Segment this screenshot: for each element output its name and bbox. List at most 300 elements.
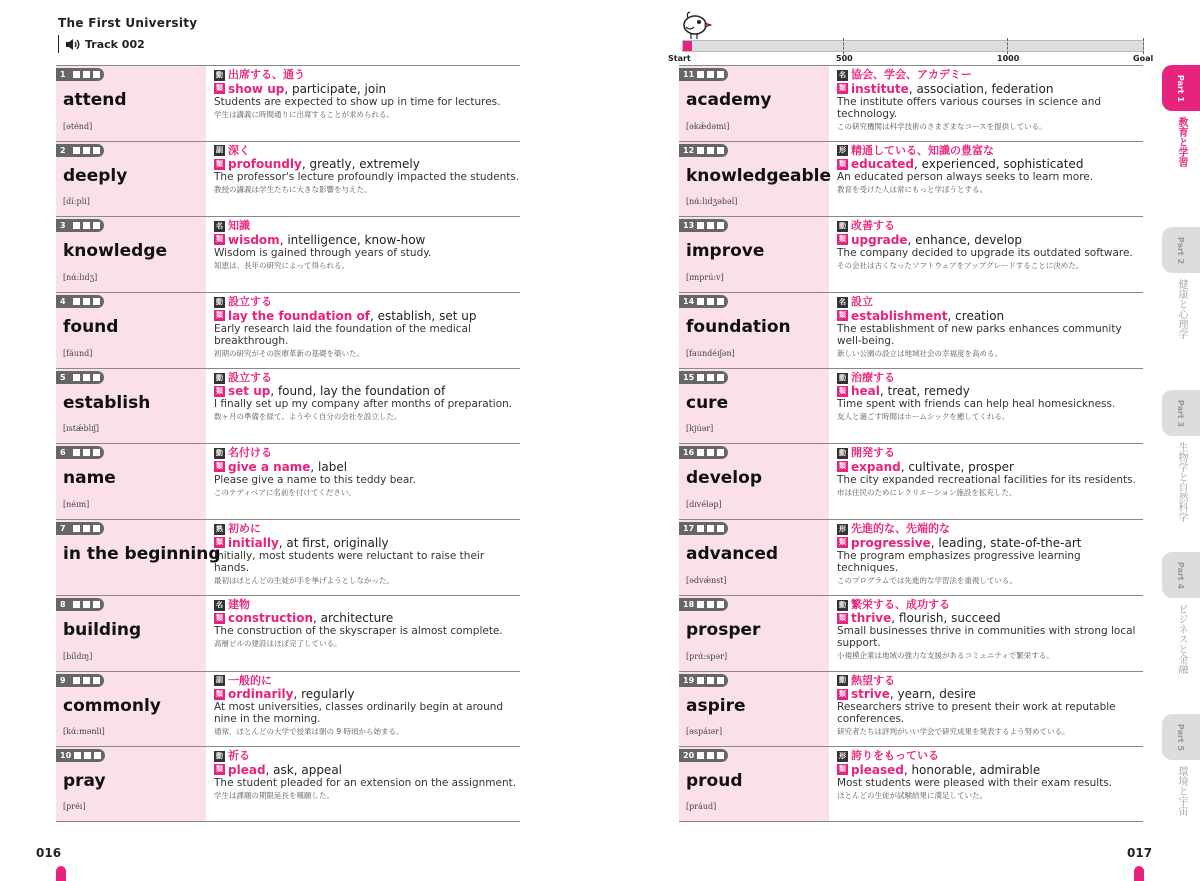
- japanese-meaning: 設立する: [228, 370, 272, 384]
- checkbox-3[interactable]: [717, 222, 724, 229]
- japanese-meaning: 出席する、通う: [228, 68, 305, 81]
- word-panel: [56, 293, 206, 368]
- part-of-speech-badge: 動: [216, 449, 223, 458]
- checkbox-2[interactable]: [707, 601, 714, 608]
- checkbox-2[interactable]: [83, 677, 90, 684]
- checkbox-1[interactable]: [74, 752, 81, 759]
- checkbox-1[interactable]: [73, 147, 80, 154]
- example-sentence: At most universities, classes ordinarily begin at around nine in the morning.: [214, 701, 504, 725]
- meaning-line: [837, 675, 1143, 688]
- tab-part-3[interactable]: [1162, 390, 1200, 522]
- synonym-others: , architecture: [313, 611, 394, 626]
- example-translation: 高層ビルの建設はほぼ完了している。: [214, 639, 342, 649]
- part-of-speech-badge: 動: [839, 676, 846, 685]
- vocab-entry: [56, 216, 520, 292]
- synonym-keyword: plead: [228, 762, 266, 777]
- japanese-meaning: 繁栄する、成功する: [851, 597, 950, 611]
- tab-part-4[interactable]: [1162, 552, 1200, 674]
- entry-number-tag: [56, 749, 105, 762]
- checkbox-3[interactable]: [93, 601, 100, 608]
- page-header: [58, 16, 197, 53]
- entry-number-tag: [679, 219, 728, 232]
- example-sentence: The student pleaded for an extension on the assignment.: [214, 776, 517, 789]
- label-start: Start: [668, 54, 691, 63]
- definition-panel: [829, 66, 1143, 141]
- pronunciation: [fáund]: [63, 348, 93, 358]
- synonym-others: , experienced, sophisticated: [913, 157, 1084, 172]
- definition-panel: [206, 66, 520, 141]
- pronunciation: [ɪmprú:v]: [686, 273, 724, 283]
- synonym-keyword: institute: [851, 81, 909, 96]
- part-of-speech-badge: 形: [839, 146, 846, 155]
- vocab-entry: [56, 595, 520, 671]
- entry-number-tag: [56, 144, 104, 157]
- pronunciation: [faundéɪʃən]: [686, 348, 735, 358]
- headword: proud: [686, 771, 743, 792]
- checkbox-1[interactable]: [697, 601, 704, 608]
- example-translation: 教育を受けた人は常にもっと学ぼうとする。: [837, 185, 987, 195]
- synonym-badge: 類: [216, 159, 223, 168]
- part-of-speech-badge: 形: [839, 751, 846, 760]
- example-translation: 友人と過ごす時間はホームシックを癒してくれる。: [837, 412, 1010, 422]
- checkbox-1[interactable]: [697, 449, 704, 456]
- example-translation: 研究者たちは評判がいい学会で研究成果を発表するよう努めている。: [837, 727, 1070, 736]
- entry-number: 18: [683, 599, 695, 609]
- label-500: 500: [836, 54, 853, 63]
- example-sentence: Small businesses thrive in communities with strong local support.: [837, 625, 1136, 650]
- checkbox-1[interactable]: [73, 677, 80, 684]
- checkbox-2[interactable]: [707, 677, 714, 684]
- synonym-line: [837, 309, 1143, 323]
- vocab-entry: [679, 443, 1143, 519]
- synonym-others: , ask, appeal: [265, 762, 343, 777]
- checkbox-3[interactable]: [717, 677, 724, 684]
- entry-number-tag: [679, 446, 728, 459]
- example-translation: このテディベアに名前を付けてください。: [214, 487, 356, 497]
- definition-panel: [829, 369, 1143, 444]
- synonym-badge: 類: [839, 84, 846, 92]
- example-translation: 初期の研究がその医療革新の基礎を築いた。: [214, 348, 364, 358]
- part-of-speech-badge: 名: [216, 222, 223, 231]
- tab-pill: [1162, 390, 1200, 436]
- tab-title: 環境と宇宙: [1176, 766, 1187, 816]
- checkbox-1[interactable]: [697, 71, 704, 78]
- headword: name: [63, 468, 116, 489]
- checkbox-3[interactable]: [93, 298, 100, 305]
- synonym-line: [214, 384, 520, 398]
- synonym-badge: 類: [216, 538, 223, 547]
- university-title: The First University: [58, 16, 198, 30]
- synonym-others: , participate, join: [284, 81, 387, 96]
- synonym-others: , intelligence, know-how: [279, 232, 426, 247]
- meaning-line: [214, 372, 520, 385]
- entry-number-tag: [56, 598, 104, 611]
- word-panel: [56, 142, 206, 217]
- example-sentence: Time spent with friends can help heal homesickness.: [837, 398, 1116, 411]
- meaning-line: [837, 523, 1143, 536]
- entry-number: 15: [683, 372, 695, 382]
- part-of-speech-badge: 名: [839, 297, 846, 306]
- meaning-line: [837, 447, 1143, 460]
- synonym-others: , honorable, admirable: [903, 762, 1041, 777]
- example-translation: ほとんどの生徒が試験結果に満足していた。: [837, 790, 987, 800]
- definition-panel: [829, 747, 1143, 821]
- synonym-others: , at first, originally: [278, 535, 389, 550]
- example-translation: 市は住民のためにレクリエーション施設を拡充した。: [837, 487, 1017, 497]
- example-translation: 最初はほとんどの生徒が手を挙げようとしなかった。: [214, 575, 394, 585]
- vocab-entry: [679, 595, 1143, 671]
- synonym-others: , label: [310, 459, 348, 474]
- synonym-badge: 類: [839, 462, 846, 471]
- checkbox-3[interactable]: [93, 525, 100, 532]
- example-translation: 学生は講義に時間通りに出席することが求められる。: [214, 109, 394, 119]
- definition-panel: [206, 217, 520, 292]
- part-of-speech-badge: 形: [839, 524, 846, 533]
- pronunciation: [bíldɪŋ]: [63, 651, 93, 661]
- entry-number-tag: [56, 219, 104, 232]
- japanese-meaning: 開発する: [851, 446, 895, 460]
- synonym-badge: 類: [216, 84, 223, 92]
- synonym-line: [837, 82, 1143, 96]
- example-sentence: An educated person always seeks to learn more.: [837, 171, 1094, 184]
- meaning-line: [837, 220, 1143, 233]
- checkbox-2[interactable]: [84, 752, 91, 759]
- bird-mascot-icon: [678, 10, 712, 40]
- entry-number-tag: [679, 144, 728, 157]
- synonym-badge: 類: [216, 462, 223, 471]
- checkbox-2[interactable]: [83, 71, 90, 78]
- word-panel: [56, 217, 206, 292]
- definition-panel: [829, 142, 1143, 217]
- japanese-meaning: 祈る: [228, 749, 250, 763]
- synonym-badge: 類: [839, 765, 846, 774]
- synonym-badge: 類: [216, 235, 223, 244]
- headword: develop: [686, 468, 762, 489]
- vocab-entry: [56, 671, 520, 747]
- synonym-line: [214, 233, 520, 247]
- tick-500: [843, 38, 844, 54]
- checkbox-3[interactable]: [717, 71, 724, 78]
- synonym-keyword: give a name: [228, 459, 311, 474]
- tab-pill: [1162, 65, 1200, 111]
- example-translation: この研究機関は科学技術のさまざまなコースを提供している。: [837, 121, 1047, 131]
- progress-tracker: [668, 10, 1158, 66]
- definition-panel: [829, 520, 1143, 595]
- japanese-meaning: 治療する: [851, 370, 895, 384]
- synonym-line: [837, 687, 1143, 701]
- synonym-others: , treat, remedy: [879, 384, 970, 399]
- checkbox-2[interactable]: [707, 752, 714, 759]
- checkbox-3[interactable]: [93, 374, 100, 381]
- vocab-entry: [56, 141, 520, 217]
- checkbox-3[interactable]: [94, 752, 101, 759]
- entry-number: 7: [60, 524, 66, 534]
- example-translation: 新しい公園の設立は地域社会の幸福度を高める。: [837, 348, 1002, 358]
- synonym-line: [214, 157, 520, 171]
- checkbox-3[interactable]: [717, 449, 724, 456]
- synonym-others: , creation: [947, 308, 1005, 323]
- synonym-keyword: construction: [228, 611, 313, 626]
- entry-number: 19: [683, 675, 695, 685]
- headword: attend: [63, 90, 127, 110]
- checkbox-3[interactable]: [717, 374, 724, 381]
- audio-track[interactable]: [58, 35, 197, 53]
- synonym-badge: 類: [839, 538, 846, 547]
- tab-title: ビジネスと金融: [1176, 604, 1187, 674]
- tab-pill: [1162, 552, 1200, 598]
- japanese-meaning: 精通している、知識の豊富な: [851, 143, 994, 157]
- example-sentence: Students are expected to show up in time for lectures.: [214, 95, 501, 108]
- entry-number: 9: [60, 675, 66, 685]
- definition-panel: [829, 217, 1143, 292]
- example-sentence: The program emphasizes progressive learning techniques.: [837, 549, 1081, 574]
- meaning-line: [214, 69, 520, 82]
- headword: advanced: [686, 544, 779, 565]
- entry-number-tag: [56, 522, 104, 535]
- synonym-keyword: profoundly: [228, 157, 302, 172]
- checkbox-3[interactable]: [93, 222, 100, 229]
- definition-panel: [829, 672, 1143, 747]
- page-marker-left: [56, 866, 66, 881]
- vocab-entry: [679, 141, 1143, 217]
- tab-part-label: Part 5: [1176, 723, 1186, 751]
- synonym-keyword: set up: [228, 384, 271, 399]
- checkbox-3[interactable]: [717, 525, 724, 532]
- checkbox-1[interactable]: [73, 374, 80, 381]
- synonym-badge: 類: [839, 386, 846, 395]
- entry-number: 1: [60, 70, 66, 79]
- pronunciation: [prά:spər]: [686, 651, 728, 661]
- checkbox-2[interactable]: [707, 147, 714, 154]
- checkbox-2[interactable]: [83, 449, 90, 456]
- entry-number: 2: [60, 145, 66, 155]
- part-of-speech-badge: 動: [839, 222, 846, 231]
- synonym-keyword: show up: [228, 81, 285, 96]
- word-panel: [679, 520, 829, 595]
- checkbox-1[interactable]: [697, 752, 704, 759]
- word-panel: [679, 444, 829, 519]
- definition-panel: [829, 596, 1143, 671]
- vocab-entry: [679, 519, 1143, 595]
- headword: knowledge: [63, 241, 168, 262]
- checkbox-2[interactable]: [83, 525, 90, 532]
- synonym-badge: 類: [216, 765, 223, 774]
- meaning-line: [214, 296, 520, 309]
- synonym-line: [837, 384, 1143, 398]
- part-of-speech-badge: 副: [216, 146, 223, 155]
- vocab-entry: [679, 671, 1143, 747]
- vocab-entry: [679, 746, 1143, 822]
- entry-number-tag: [56, 371, 104, 384]
- checkbox-2[interactable]: [707, 222, 714, 229]
- checkbox-2[interactable]: [83, 222, 90, 229]
- synonym-line: [837, 536, 1143, 550]
- checkbox-2[interactable]: [707, 449, 714, 456]
- checkbox-3[interactable]: [717, 298, 724, 305]
- tab-pill: [1162, 227, 1200, 273]
- meaning-line: [837, 750, 1143, 763]
- synonym-others: , cultivate, prosper: [900, 459, 1014, 474]
- checkbox-1[interactable]: [697, 147, 704, 154]
- definition-panel: [829, 444, 1143, 519]
- meaning-line: [214, 750, 520, 763]
- checkbox-2[interactable]: [707, 71, 714, 78]
- checkbox-1[interactable]: [697, 677, 704, 684]
- synonym-line: [214, 611, 520, 625]
- synonym-line: [214, 763, 520, 777]
- checkbox-2[interactable]: [707, 525, 714, 532]
- checkbox-1[interactable]: [697, 298, 704, 305]
- entry-number: 11: [683, 70, 695, 79]
- pronunciation: [ədvǽnst]: [686, 575, 727, 585]
- checkbox-1[interactable]: [73, 298, 80, 305]
- definition-panel: [206, 672, 520, 747]
- synonym-badge: 類: [839, 311, 846, 320]
- meaning-line: [214, 145, 520, 158]
- vocab-entry: [56, 292, 520, 368]
- tick-1000: [1007, 38, 1008, 54]
- checkbox-2[interactable]: [707, 298, 714, 305]
- synonym-others: , greatly, extremely: [301, 157, 420, 172]
- headword: deeply: [63, 165, 128, 186]
- meaning-line: [214, 447, 520, 460]
- vocab-entry: [679, 368, 1143, 444]
- checkbox-1[interactable]: [73, 449, 80, 456]
- synonym-line: [837, 611, 1143, 625]
- japanese-meaning: 深く: [228, 143, 250, 157]
- checkbox-2[interactable]: [83, 374, 90, 381]
- synonym-others: , yearn, desire: [889, 687, 976, 701]
- meaning-line: [837, 599, 1143, 612]
- tab-part-1[interactable]: [1162, 65, 1200, 167]
- synonym-line: [214, 687, 520, 701]
- checkbox-3[interactable]: [717, 752, 724, 759]
- japanese-meaning: 建物: [228, 597, 250, 611]
- vocab-entry: [679, 216, 1143, 292]
- checkbox-1[interactable]: [73, 71, 80, 78]
- word-panel: [56, 520, 221, 595]
- definition-panel: [206, 520, 520, 595]
- tab-part-2[interactable]: [1162, 227, 1200, 339]
- example-sentence: The city expanded recreational facilities for its residents.: [837, 473, 1136, 486]
- meaning-line: [837, 145, 1143, 158]
- progress-fill: [683, 41, 692, 51]
- checkbox-3[interactable]: [717, 147, 724, 154]
- synonym-badge: 類: [839, 235, 846, 244]
- synonym-badge: 類: [216, 613, 223, 622]
- meaning-line: [214, 523, 520, 536]
- tab-part-5[interactable]: [1162, 714, 1200, 816]
- synonym-line: [214, 460, 520, 474]
- word-panel: [56, 66, 206, 141]
- synonym-line: [837, 157, 1143, 171]
- synonym-line: [837, 233, 1143, 247]
- pronunciation: [əténd]: [63, 121, 93, 131]
- synonym-badge: 類: [216, 689, 223, 698]
- page-number-right: 017: [1127, 846, 1153, 860]
- vocab-entry: [679, 292, 1143, 368]
- part-of-speech-badge: 副: [216, 676, 223, 685]
- pronunciation: [néɪm]: [63, 500, 90, 510]
- synonym-badge: 類: [216, 386, 223, 395]
- tab-title: 教育と学習: [1176, 117, 1187, 167]
- checkbox-1[interactable]: [73, 222, 80, 229]
- headword: building: [63, 619, 142, 640]
- meaning-line: [214, 599, 520, 612]
- entry-number: 5: [60, 372, 66, 382]
- checkbox-2[interactable]: [83, 298, 90, 305]
- pronunciation: [ɪstǽblɪʃ]: [63, 424, 100, 434]
- entry-number-tag: [679, 295, 728, 308]
- japanese-meaning: 熱望する: [851, 673, 895, 687]
- checkbox-3[interactable]: [93, 71, 100, 78]
- entry-number-tag: [56, 674, 104, 687]
- checkbox-1[interactable]: [697, 525, 704, 532]
- checkbox-3[interactable]: [717, 601, 724, 608]
- checkbox-1[interactable]: [697, 374, 704, 381]
- checkbox-3[interactable]: [93, 677, 100, 684]
- synonym-badge: 類: [216, 311, 223, 320]
- checkbox-3[interactable]: [93, 449, 100, 456]
- example-sentence: The construction of the skyscraper is almost complete.: [214, 625, 503, 638]
- meaning-line: [214, 220, 520, 233]
- word-panel: [679, 747, 829, 821]
- meaning-line: [837, 372, 1143, 385]
- definition-panel: [206, 747, 520, 821]
- synonym-others: , association, federation: [908, 81, 1054, 96]
- word-panel: [679, 293, 829, 368]
- definition-panel: [829, 293, 1143, 368]
- word-panel: [679, 596, 829, 671]
- tab-part-label: Part 2: [1176, 236, 1186, 264]
- headword: cure: [686, 392, 729, 413]
- track-label: Track 002: [85, 37, 145, 51]
- page-marker-right: [1134, 866, 1144, 881]
- synonym-line: [214, 309, 520, 323]
- example-translation: 学生は課題の期限延長を嘆願した。: [214, 790, 334, 800]
- part-of-speech-badge: 動: [216, 373, 223, 382]
- entry-number-tag: [679, 68, 728, 81]
- checkbox-1[interactable]: [73, 601, 80, 608]
- meaning-line: [837, 69, 1143, 82]
- pronunciation: [dí:pli]: [63, 197, 90, 207]
- label-1000: 1000: [997, 54, 1020, 63]
- entry-number-tag: [56, 446, 104, 459]
- checkbox-2[interactable]: [83, 601, 90, 608]
- synonym-keyword: pleased: [851, 762, 904, 777]
- word-panel: [56, 672, 206, 747]
- synonym-keyword: progressive: [851, 535, 931, 550]
- example-sentence: The institute offers various courses in science and technology.: [837, 95, 1102, 120]
- checkbox-3[interactable]: [93, 147, 100, 154]
- checkbox-2[interactable]: [707, 374, 714, 381]
- vocab-entry: [56, 746, 520, 822]
- japanese-meaning: 名付ける: [228, 446, 272, 460]
- speaker-icon: [65, 38, 81, 51]
- checkbox-1[interactable]: [697, 222, 704, 229]
- synonym-others: , found, lay the foundation of: [270, 384, 446, 399]
- synonym-others: , establish, set up: [369, 308, 477, 323]
- tab-part-label: Part 3: [1176, 399, 1186, 427]
- tab-title: 生物学と自然科学: [1176, 442, 1187, 522]
- vocab-column-right: [679, 65, 1143, 822]
- checkbox-2[interactable]: [83, 147, 90, 154]
- checkbox-1[interactable]: [73, 525, 80, 532]
- synonym-keyword: educated: [851, 157, 914, 172]
- word-panel: [679, 66, 829, 141]
- synonym-line: [214, 82, 520, 96]
- synonym-keyword: heal: [851, 384, 880, 399]
